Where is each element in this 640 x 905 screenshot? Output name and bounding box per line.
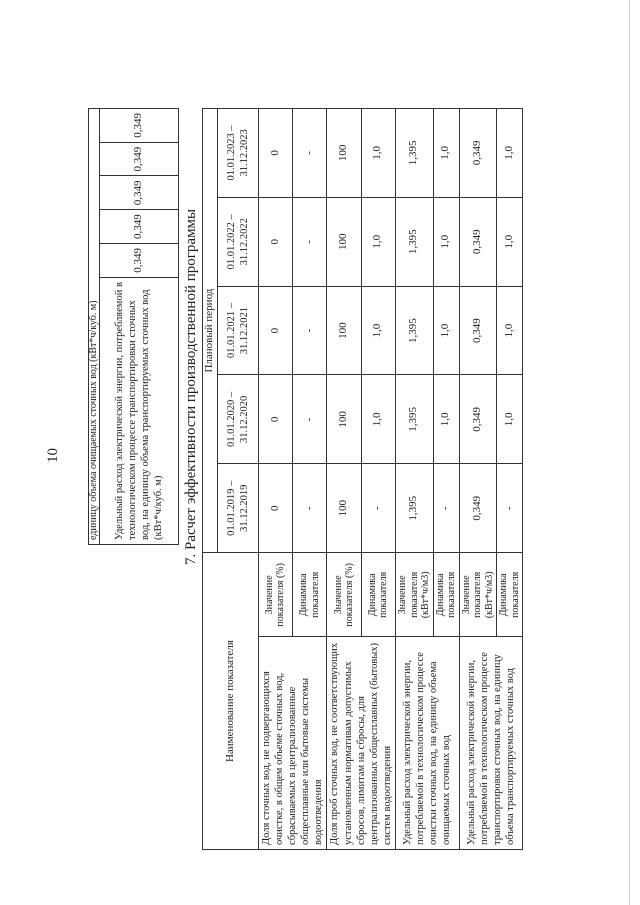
value-cell: 1,395 [396, 375, 434, 464]
table-cell-value: 0,349 [100, 176, 179, 210]
dynamics-label: Динамика показателя [293, 553, 327, 637]
dynamics-label: Динамика показателя [433, 553, 459, 637]
dynamics-cell: 1,0 [497, 197, 523, 286]
dynamics-cell: 1,0 [361, 375, 395, 464]
dynamics-cell: 1,0 [497, 109, 523, 198]
value-label: Значение показателя (кВт*ч/м3) [459, 553, 497, 637]
dynamics-cell: 1,0 [433, 375, 459, 464]
value-cell: 0 [258, 197, 292, 286]
dynamics-cell: - [293, 375, 327, 464]
value-cell: 1,395 [396, 197, 434, 286]
value-cell: 100 [327, 197, 361, 286]
value-cell: 0,349 [459, 286, 497, 375]
table-cell-label: единицу объема очищаемых сточных вод (кВт*ч/куб. м) [89, 109, 100, 545]
table-row [396, 109, 434, 850]
table-row [459, 109, 497, 850]
header-period: 01.01.2023 – 31.12.2023 [217, 109, 258, 198]
header-indicator-name: Наименование показателя [203, 553, 259, 850]
value-cell: 1,395 [396, 109, 434, 198]
value-cell: 0 [258, 109, 292, 198]
section-title: 7. Расчет эффективности производственной программы [183, 208, 199, 565]
value-cell: 1,395 [396, 286, 434, 375]
dynamics-cell: - [497, 464, 523, 553]
value-cell: 100 [327, 375, 361, 464]
dynamics-cell: - [293, 197, 327, 286]
value-cell: 0 [258, 464, 292, 553]
dynamics-cell: - [293, 286, 327, 375]
header-period: 01.01.2020 – 31.12.2020 [217, 375, 258, 464]
page-number: 10 [45, 448, 61, 463]
indicator-name: Удельный расход электрической энергии, потребляемой в технологическом процессе очистки сточных вод, на единицу объема очищаемых сточных вод [396, 637, 460, 850]
dynamics-label: Динамика показателя [361, 553, 395, 637]
table-cell-value: 0,349 [100, 244, 179, 278]
dynamics-cell: 1,0 [361, 286, 395, 375]
dynamics-cell: 1,0 [433, 286, 459, 375]
indicator-name: Доля сточных вод, не подвергающихся очистке, в общем объеме сточных вод, сбрасываемых в централизованные общесплавные или бытовые системы водоотведения [258, 637, 327, 850]
previous-table-continuation [88, 108, 179, 545]
table-cell-value: 0,349 [100, 142, 179, 176]
dynamics-cell: - [293, 464, 327, 553]
dynamics-cell: 1,0 [433, 109, 459, 198]
table-cell-value: 0,349 [100, 109, 179, 143]
dynamics-cell: 1,0 [497, 375, 523, 464]
dynamics-cell: - [361, 464, 395, 553]
dynamics-cell: - [433, 464, 459, 553]
dynamics-label: Динамика показателя [497, 553, 523, 637]
table-cell-label: Удельный расход электрической энергии, потребляемой в технологическом процессе транспортировки сточных вод, на единицу объема транспортируемых сточных вод (кВт*ч/куб. м) [100, 277, 179, 544]
value-label: Значение показателя (%) [258, 553, 292, 637]
dynamics-cell: 1,0 [361, 197, 395, 286]
table-row [327, 109, 361, 850]
dynamics-cell: 1,0 [433, 197, 459, 286]
value-cell: 100 [327, 109, 361, 198]
dynamics-cell: 1,0 [497, 286, 523, 375]
header-planned-period: Плановый период [203, 109, 218, 553]
value-cell: 0,349 [459, 197, 497, 286]
value-cell: 0,349 [459, 109, 497, 198]
table-cell-value: 0,349 [100, 210, 179, 244]
efficiency-table [202, 108, 523, 850]
value-cell: 100 [327, 286, 361, 375]
value-label: Значение показателя (%) [327, 553, 361, 637]
indicator-name: Доля проб сточных вод, не соответствующих установленным нормативам допустимых сбросов, лимитам на сбросы, для централизованных общесплавных (бытовых) систем водоотведения [327, 637, 396, 850]
value-label: Значение показателя (кВт*ч/м3) [396, 553, 434, 637]
value-cell: 0,349 [459, 464, 497, 553]
table-row [258, 109, 292, 850]
header-period: 01.01.2021 – 31.12.2021 [217, 286, 258, 375]
value-cell: 100 [327, 464, 361, 553]
value-cell: 1,395 [396, 464, 434, 553]
value-cell: 0,349 [459, 375, 497, 464]
dynamics-cell: - [293, 109, 327, 198]
dynamics-cell: 1,0 [361, 109, 395, 198]
indicator-name: Удельный расход электрической энергии, потребляемой в технологическом процессе транспортировки сточных вод, на единицу объема транспортируемых сточных вод [459, 637, 523, 850]
value-cell: 0 [258, 286, 292, 375]
value-cell: 0 [258, 375, 292, 464]
header-period: 01.01.2022 – 31.12.2022 [217, 197, 258, 286]
header-period: 01.01.2019 – 31.12.2019 [217, 464, 258, 553]
